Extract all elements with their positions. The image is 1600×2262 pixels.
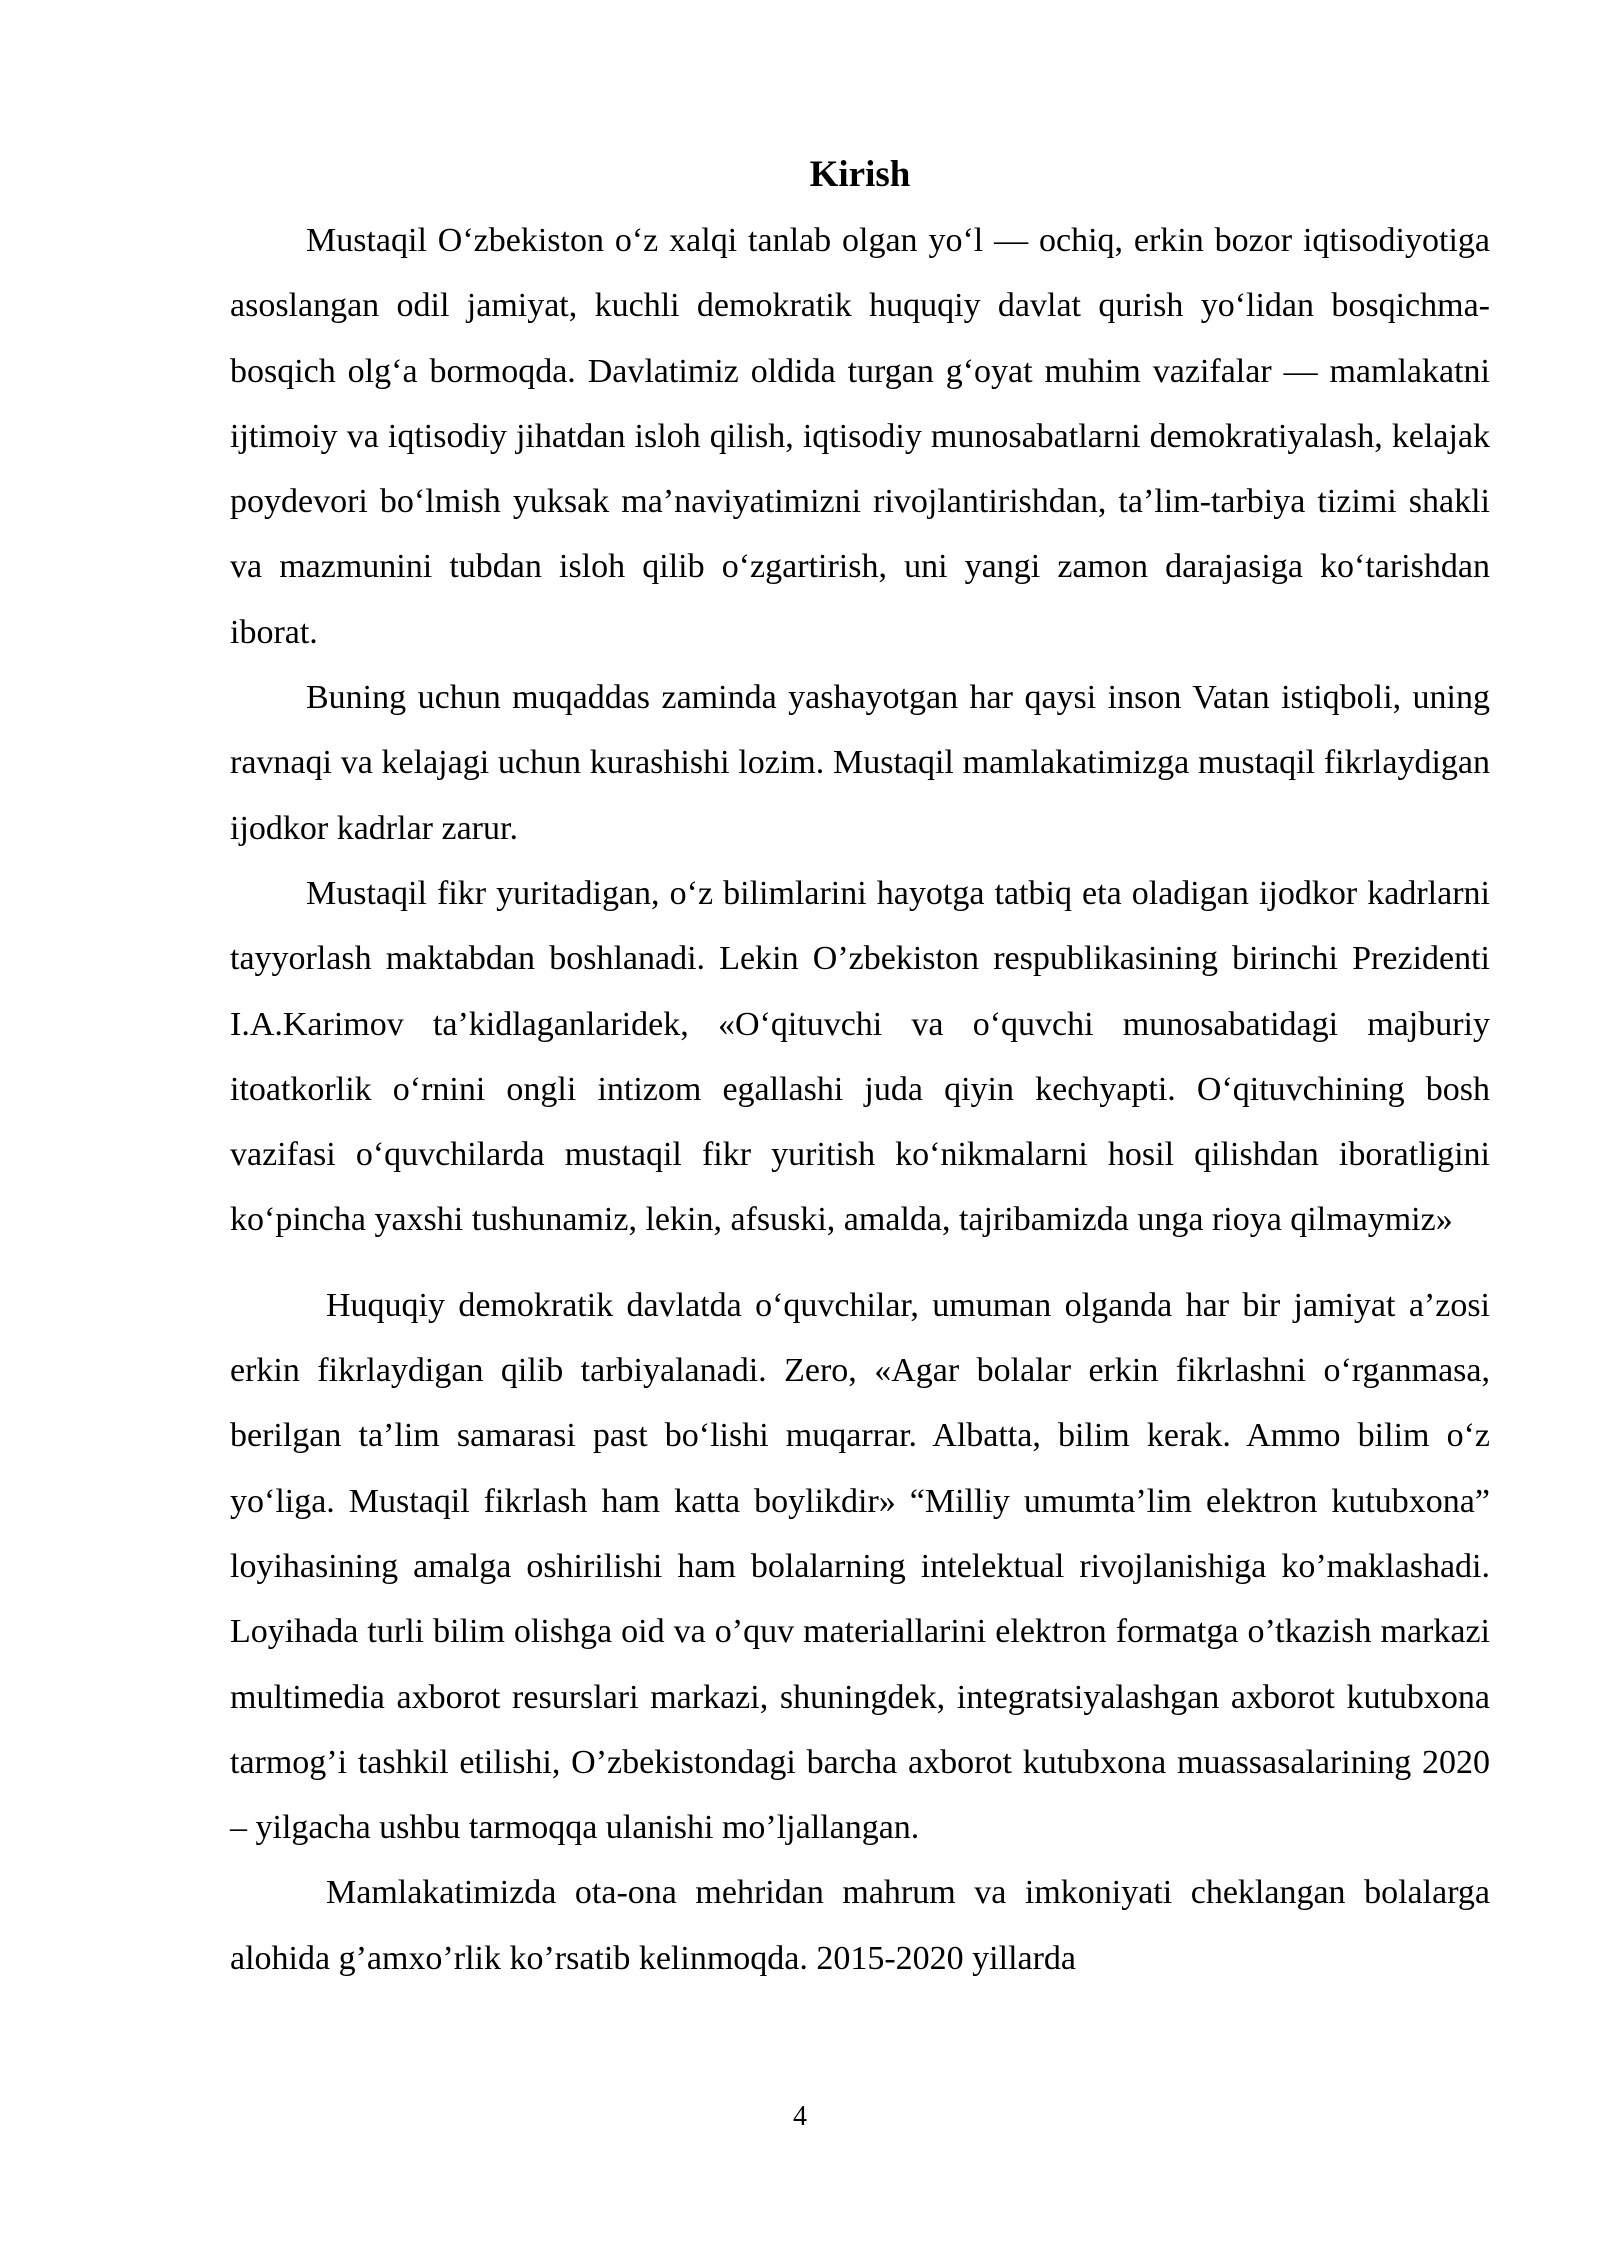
paragraph-4: Huquqiy demokratik davlatda o‘quvchilar, umuman olganda har bir jamiyat a’zosi erkin fikrlaydigan qilib tarbiyalanadi. Zero, «Agar bolalar erkin fikrlashni o‘rganmasa, berilgan ta’lim samarasi past bo‘lishi muqarrar. Albatta, bilim kerak. Ammo bilim o‘z yo‘liga. Mustaqil fikrlash ham katta boylikdir» “Milliy umumta’lim elektron kutubxona” loyihasining amalga oshirilishi ham bolalarning intelektual rivojlanishiga ko’maklashadi. Loyihada turli bilim olishga oid va o’quv materiallarini elektron formatga o’tkazish markazi multimedia axborot resurslari markazi, shuningdek, integratsiyalashgan axborot kutubxona tarmog’i tashkil etilishi, O’zbekistondagi barcha axborot kutubxona muassasalarining 2020 – yilgacha ushbu tarmoqqa ulanishi mo’ljallangan. [230, 1286, 1490, 1847]
paragraph-1: Mustaqil O‘zbekiston o‘z xalqi tanlab olgan yo‘l — ochiq, erkin bozor iqtisodiyotiga asoslangan odil jamiyat, kuchli demokratik huquqiy davlat qurish yo‘lidan bosqichma-bosqich olg‘a bormoqda. Davlatimiz oldida turgan g‘oyat muhim vazifalar — mamlakatni ijtimoiy va iqtisodiy jihatdan isloh qilish, iqtisodiy munosabatlarni demokratiyalash, kelajak poydevori bo‘lmish yuksak ma’naviyatimizni rivojlantirishdan, ta’lim-tarbiya tizimi shakli va mazmunini tubdan isloh qilib o‘zgartirish, uni yangi zamon darajasiga ko‘tarishdan iborat. [230, 222, 1490, 651]
paragraph-2: Buning uchun muqaddas zaminda yashayotgan har qaysi inson Vatan istiqboli, uning ravnaqi va kelajagi uchun kurashishi lozim. Mustaqil mamlakatimizga mustaqil fikrlaydigan ijodkor kadrlar zarur. [230, 679, 1490, 847]
page-number: 4 [793, 2101, 807, 2132]
paragraph-3: Mustaqil fikr yuritadigan, o‘z bilimlarini hayotga tatbiq eta oladigan ijodkor kadrlarni tayyorlash maktabdan boshlanadi. Lekin O’zbekiston respublikasining birinchi Prezidenti I.A.Karimov ta’kidlaganlaridek, «O‘qituvchi va o‘quvchi munosabatidagi majburiy itoatkorlik o‘rnini ongli intizom egallashi juda qiyin kechyapti. O‘qituvchining bosh vazifasi o‘quvchilarda mustaqil fikr yuritish ko‘nikmalarni hosil qilishdan iboratligini ko‘pincha yaxshi tushunamiz, lekin, afsuski, amalda, tajribamizda unga rioya qilmaymiz» [230, 874, 1490, 1239]
section-title: Kirish [809, 154, 911, 195]
paragraph-5: Mamlakatimizda ota-ona mehridan mahrum va imkoniyati cheklangan bolalarga alohida g’amxo’rlik ko’rsatib kelinmoqda. 2015-2020 yillarda [230, 1874, 1490, 1977]
body-text [230, 208, 1490, 1991]
